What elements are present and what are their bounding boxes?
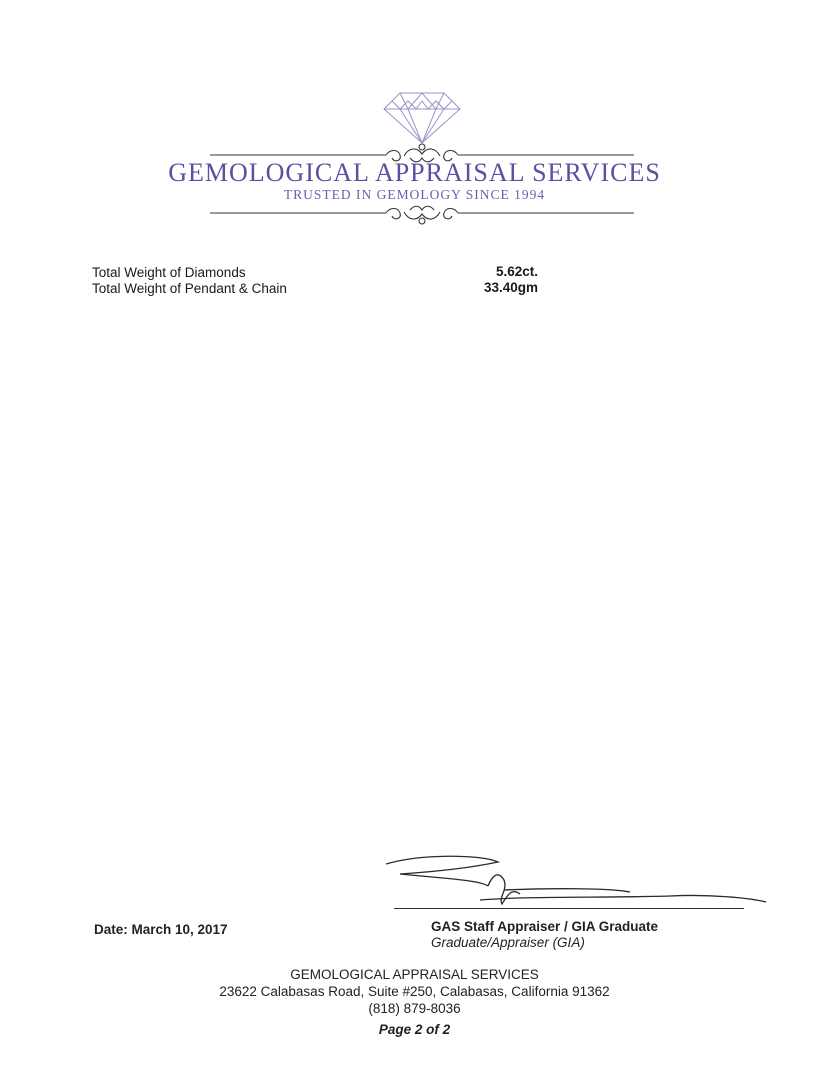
handwritten-signature: [380, 850, 780, 920]
signature-line: [394, 908, 744, 909]
diamond-weight-label: Total Weight of Diamonds: [92, 265, 246, 280]
diamond-icon: [384, 93, 460, 143]
footer-phone: (818) 879-8036: [368, 1001, 461, 1016]
appraiser-title: GAS Staff Appraiser / GIA Graduate: [431, 919, 659, 934]
footer-address: 23622 Calabasas Road, Suite #250, Calabasas, California 91362: [219, 984, 610, 999]
letterhead-title: GEMOLOGICAL APPRAISAL SERVICES: [168, 158, 661, 187]
letterhead-graphics: [0, 0, 829, 240]
page-number: Page 2 of 2: [378, 1022, 451, 1037]
diamond-weight-value: 5.62ct.: [495, 264, 538, 279]
appraisal-date: Date: March 10, 2017: [94, 922, 228, 937]
footer-company: GEMOLOGICAL APPRAISAL SERVICES: [290, 967, 539, 982]
appraiser-subtitle: Graduate/Appraiser (GIA): [431, 935, 585, 950]
bottom-ornament-rule: [210, 206, 634, 224]
letterhead: [0, 0, 829, 240]
pendant-weight-value: 33.40gm: [483, 280, 538, 295]
letterhead-subtitle: TRUSTED IN GEMOLOGY SINCE 1994: [283, 187, 546, 202]
pendant-weight-label: Total Weight of Pendant & Chain: [92, 281, 287, 296]
